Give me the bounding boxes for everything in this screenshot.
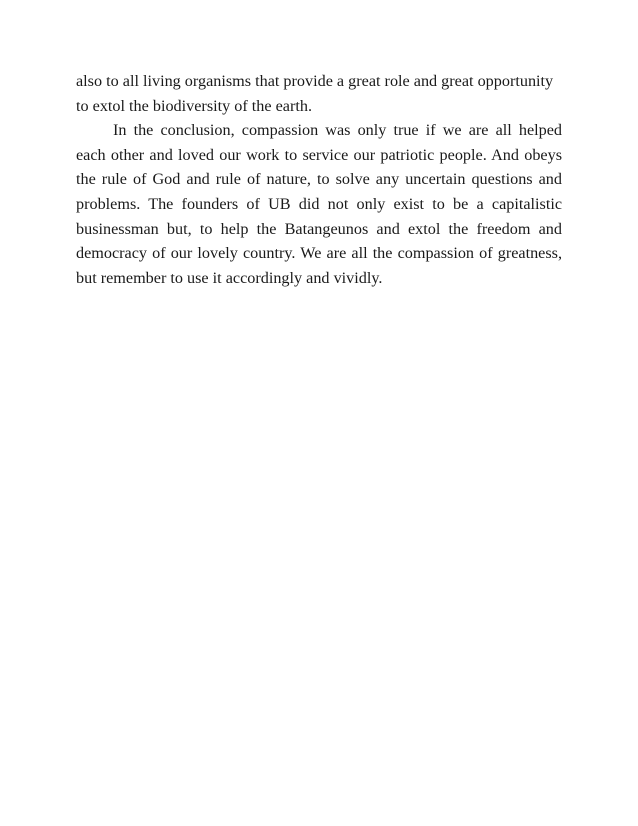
body-text bbox=[76, 69, 562, 290]
paragraph-1-line-1: also to all living organisms that provide a great role and great opportunity bbox=[76, 72, 554, 90]
paragraph-1-line-2: to extol the biodiversity of the earth. bbox=[76, 96, 313, 115]
paragraph-2: In the conclusion, compassion was only true if we are all helped each other and loved our work to service our patriotic people. And obeys the rule of God and rule of nature, to solve any uncertain questions and problems. The founders of UB did not only exist to be a capitalistic businessman but, to help the Batangeunos and extol the freedom and democracy of our lovely country. We are all the compassion of greatness, but remember to use it accordingly and vividly. bbox=[76, 121, 562, 287]
